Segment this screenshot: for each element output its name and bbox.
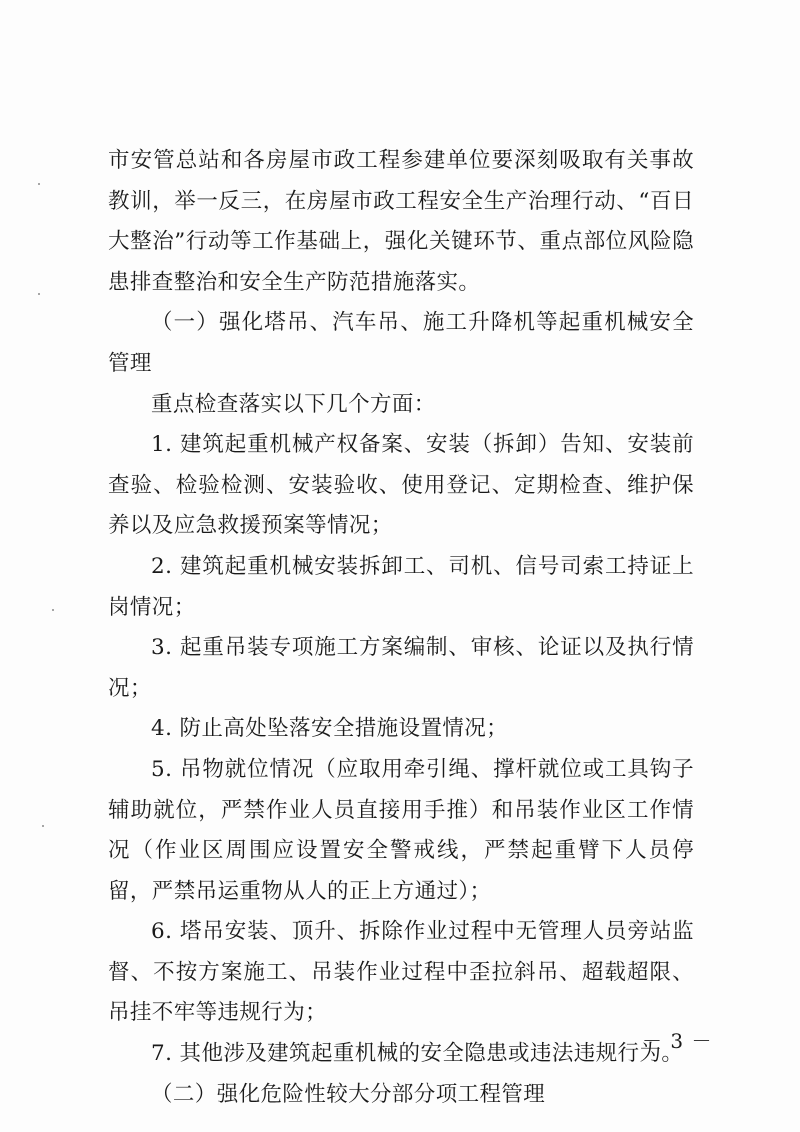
list-item-7: 7. 其他涉及建筑起重机械的安全隐患或违法违规行为。 [151,1041,684,1067]
section-heading-2: （二）强化危险性较大分部分项工程管理 [151,1081,546,1107]
paragraph-intro-continued: 市安管总站和各房屋市政工程参建单位要深刻吸取有关事故教训，举一反三，在房屋市政工程安全生产治理行动、“百日大整治”行动等工作基础上，强化关键环节、重点部位风险隐患排查整治和安全生产防范措施落实。 [108,148,694,295]
list-item-3: 3. 起重吊装专项施工方案编制、审核、论证以及执行情况； [108,635,694,701]
list-item-1: 1. 建筑起重机械产权备案、安装（拆卸）告知、安装前查验、检验检测、安装验收、使用登记、定期检查、维护保养以及应急救援预案等情况； [108,432,694,539]
paragraph-check-intro: 重点检查落实以下几个方面： [151,391,436,417]
scan-speck [52,609,54,611]
document-body [108,141,694,1115]
scan-speck [42,825,44,827]
list-item-2: 2. 建筑起重机械安装拆卸工、司机、信号司索工持证上岗情况； [108,553,694,620]
scan-speck [38,293,40,295]
list-item-5: 5. 吊物就位情况（应取用牵引绳、撑杆就位或工具钩子辅助就位，严禁作业人员直接用手推）和吊装作业区工作情况（作业区周围应设置安全警戒线，严禁起重臂下人员停留，严禁吊运重物从人的正上方通过）； [108,756,694,904]
scan-speck [38,183,40,185]
list-item-6: 6. 塔吊安装、顶升、拆除作业过程中无管理人员旁站监督、不按方案施工、吊装作业过程中歪拉斜吊、超载超限、吊挂不牢等违规行为； [108,919,694,1026]
page-number: － 3 － [642,1029,713,1053]
section-heading-1: （一）强化塔吊、汽车吊、施工升降机等起重机械安全管理 [108,310,694,376]
list-item-4: 4. 防止高处坠落安全措施设置情况； [151,716,509,742]
